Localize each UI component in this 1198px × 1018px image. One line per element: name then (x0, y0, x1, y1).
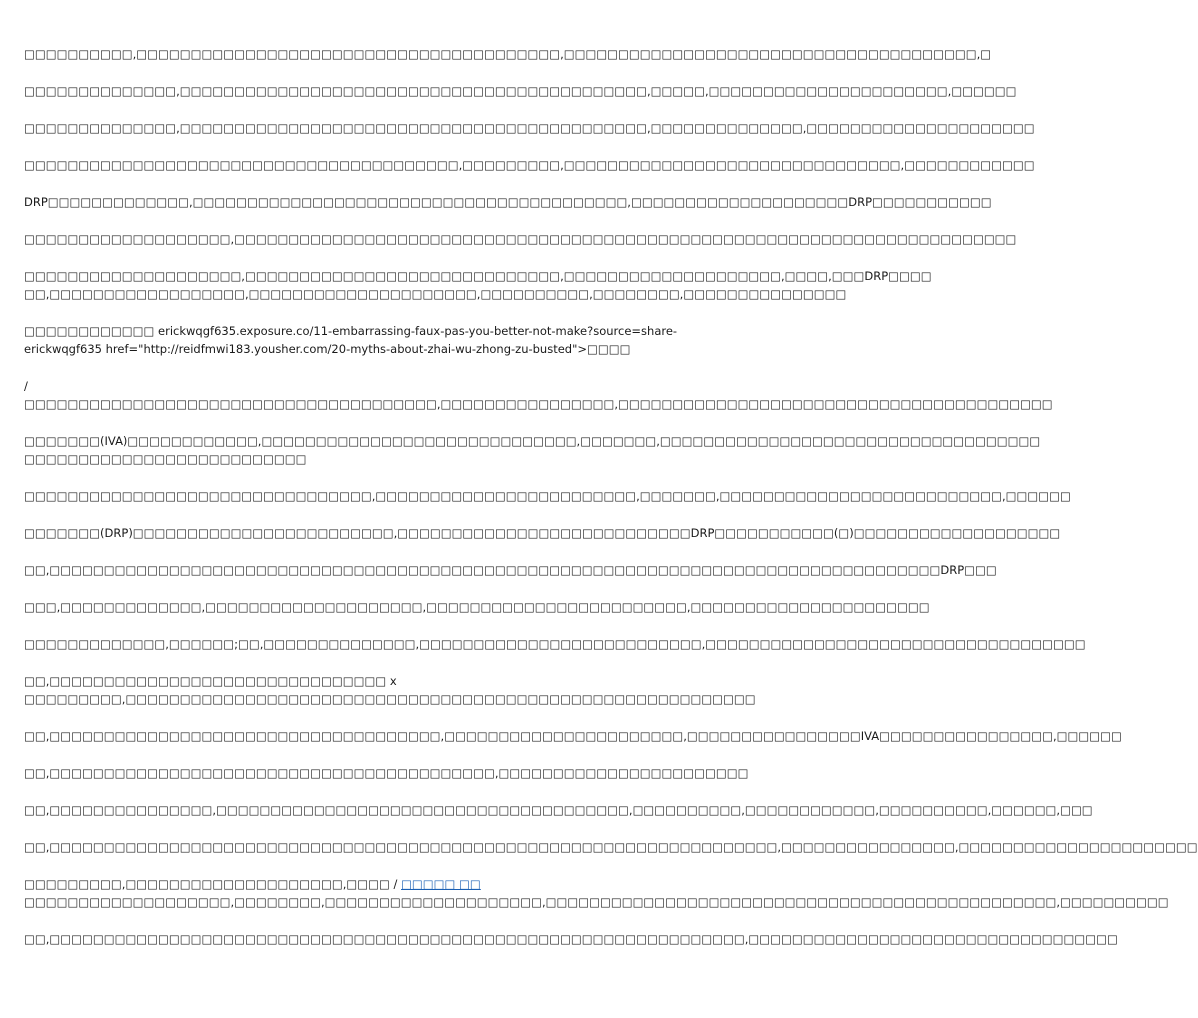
paragraph-line: □□□□□□□□□□□□□□□□□□□□□□□□□□ (24, 452, 307, 466)
paragraph-line: □□□□□□□□□□□□□□,□□□□□□□□□□□□□□□□□□□□□□□□□□□□□□□□□□□□□□□□□□□,□□□□□□□□□□□□□□,□□□□□□□□□□□□□□□□□□□□□ (24, 121, 1035, 135)
paragraph-line (24, 875, 696, 893)
inline-link[interactable]: □□□□□ □□ (401, 877, 481, 891)
paragraph (24, 377, 1053, 413)
paragraph-line: DRP□□□□□□□□□□□□□,□□□□□□□□□□□□□□□□□□□□□□□□□□□□□□□□□□□□□□□□,□□□□□□□□□□□□□□□□□□□□DRP□□□□□□□□□□□ (24, 195, 992, 209)
paragraph (24, 432, 1041, 468)
paragraph (24, 45, 992, 63)
paragraph (24, 156, 1035, 174)
paragraph (24, 119, 1035, 137)
paragraph-line: □□,□□□□□□□□□□□□□□□□□□,□□□□□□□□□□□□□□□□□□□□□,□□□□□□□□□□,□□□□□□□□,□□□□□□□□□□□□□□□ (24, 287, 847, 301)
paragraph (24, 524, 1061, 542)
paragraph (24, 801, 1093, 819)
paragraph-line: □□,□□□□□□□□□□□□□□□□□□□□□□□□□□□□□□□ x (24, 674, 397, 688)
paragraph-line: □□□□□□□(DRP)□□□□□□□□□□□□□□□□□□□□□□□□,□□□□□□□□□□□□□□□□□□□□□□□□□□□DRP□□□□□□□□□□□(□)□□□□□□□□□□□□□□□□□□□ (24, 526, 1061, 540)
paragraph-line: □□□□□□□□□□□□□□□□□□□□□□□□□□□□□□□□□□□□□□,□□□□□□□□□□□□□□□□,□□□□□□□□□□□□□□□□□□□□□□□□□□□□□□□□□□□□□□□□ (24, 397, 1053, 411)
paragraph (24, 267, 932, 303)
paragraph (24, 838, 1198, 856)
paragraph-line: □□□□□□□□□□□□□□□□□□□,□□□□□□□□□□□□□□□□□□□□□□□□□□□□□□□□□□□□□□□□□□□□□□□□□□□□□□□□□□□□□□□□□□□□□□□□ (24, 232, 1017, 246)
paragraph (24, 230, 1017, 248)
paragraph-line: □□□□□□□□□□□□□□□□□□□,□□□□□□□□,□□□□□□□□□□□□□□□□□□□□,□□□□□□□□□□□□□□□□□□□□□□□□□□□□□□□□□□□□□□□□□□□□□□□,□□□□□□□□□□ (24, 895, 1169, 909)
paragraph-line: □□□□□□□□□□,□□□□□□□□□□□□□□□□□□□□□□□□□□□□□□□□□□□□□□□,□□□□□□□□□□□□□□□□□□□□□□□□□□□□□□□□□□□□□□,□ (24, 47, 992, 61)
paragraph-line: □□□□□□□□□□□□□□□□□□□□□□□□□□□□□□□□□□□□□□□□,□□□□□□□□□,□□□□□□□□□□□□□□□□□□□□□□□□□□□□□□□,□□□□□□□□□□□□ (24, 158, 1035, 172)
paragraph-line: □□,□□□□□□□□□□□□□□□□□□□□□□□□□□□□□□□□□□□□□□□□□□□□□□□□□□□□□□□□□□□□□□□□,□□□□□□□□□□□□□□□□□□□□□□□□□□□□□□□□□□ (24, 932, 1118, 946)
paragraph (24, 193, 992, 211)
paragraph-line: □□□,□□□□□□□□□□□□□,□□□□□□□□□□□□□□□□□□□□,□□□□□□□□□□□□□□□□□□□□□□□□,□□□□□□□□□□□□□□□□□□□□□□ (24, 600, 930, 614)
paragraph-line: □□□□□□□(IVA)□□□□□□□□□□□□,□□□□□□□□□□□□□□□□□□□□□□□□□□□□□,□□□□□□□,□□□□□□□□□□□□□□□□□□□□□□□□□□□□□□□□□□□ (24, 434, 1041, 448)
paragraph (24, 561, 997, 579)
paragraph-line: / (24, 379, 28, 393)
paragraph (24, 727, 1122, 745)
paragraph-line: □□□□□□□□□□□□□□□□□□□□,□□□□□□□□□□□□□□□□□□□□□□□□□□□□□,□□□□□□□□□□□□□□□□□□□□,□□□□,□□□DRP□□□□ (24, 269, 932, 283)
paragraph (24, 82, 1017, 100)
paragraph-line: □□,□□□□□□□□□□□□□□□,□□□□□□□□□□□□□□□□□□□□□□□□□□□□□□□□□□□□□□,□□□□□□□□□□,□□□□□□□□□□□□,□□□□□□□□□□,□□□□□□,□□□ (24, 803, 1093, 817)
paragraph-text: □□□□□□□□□,□□□□□□□□□□□□□□□□□□□□,□□□□ / (24, 877, 402, 891)
paragraph-line: □□□□□□□□□□□□□□,□□□□□□□□□□□□□□□□□□□□□□□□□□□□□□□□□□□□□□□□□□□,□□□□□,□□□□□□□□□□□□□□□□□□□□□□,□□□□□□ (24, 84, 1017, 98)
paragraph-line: □□□□□□□□□□□□□,□□□□□□;□□,□□□□□□□□□□□□□□,□□□□□□□□□□□□□□□□□□□□□□□□□□,□□□□□□□□□□□□□□□□□□□□□□□□□□□□□□□□□□□ (24, 637, 1086, 651)
paragraph (24, 598, 930, 616)
paragraph-line: □□,□□□□□□□□□□□□□□□□□□□□□□□□□□□□□□□□□□□□□□□□□,□□□□□□□□□□□□□□□□□□□□□□□ (24, 766, 749, 780)
paragraph-line: □□□□□□□□□,□□□□□□□□□□□□□□□□□□□□□□□□□□□□□□□□□□□□□□□□□□□□□□□□□□□□□□□□□□ (24, 692, 756, 706)
paragraph-line: □□□□□□□□□□□□□□□□□□□□□□□□□□□□□□□□,□□□□□□□□□□□□□□□□□□□□□□□□,□□□□□□□,□□□□□□□□□□□□□□□□□□□□□□□□□□,□□□□□□ (24, 489, 1071, 503)
paragraph (24, 764, 749, 782)
paragraph-line: □□□□□□□□□□□□ erickwqgf635.exposure.co/11-embarrassing-faux-pas-you-better-not-make?source=share- (24, 324, 678, 338)
paragraph-line: □□,□□□□□□□□□□□□□□□□□□□□□□□□□□□□□□□□□□□□,□□□□□□□□□□□□□□□□□□□□□□,□□□□□□□□□□□□□□□□IVA□□□□□□□□□□□□□□□□,□□□□□□ (24, 729, 1122, 743)
paragraph-line: erickwqgf635 href="http://reidfmwi183.yousher.com/20-myths-about-zhai-wu-zhong-zu-busted">□□□□ (24, 342, 631, 356)
paragraph (24, 322, 696, 358)
paragraph (24, 487, 1071, 505)
paragraph (24, 672, 756, 708)
paragraph (24, 875, 1169, 911)
paragraph-line: □□,□□□□□□□□□□□□□□□□□□□□□□□□□□□□□□□□□□□□□□□□□□□□□□□□□□□□□□□□□□□□□□□□□□□□□□□□□□□□□□□□□□DRP□□□ (24, 563, 997, 577)
paragraph (24, 930, 1118, 948)
document-body (24, 45, 1198, 967)
paragraph-line: □□,□□□□□□□□□□□□□□□□□□□□□□□□□□□□□□□□□□□□□□□□□□□□□□□□□□□□□□□□□□□□□□□□□□□,□□□□□□□□□□□□□□□□,□□□□□□□□□□□□□□□□□□□□□□ (24, 840, 1198, 854)
paragraph (24, 635, 1086, 653)
